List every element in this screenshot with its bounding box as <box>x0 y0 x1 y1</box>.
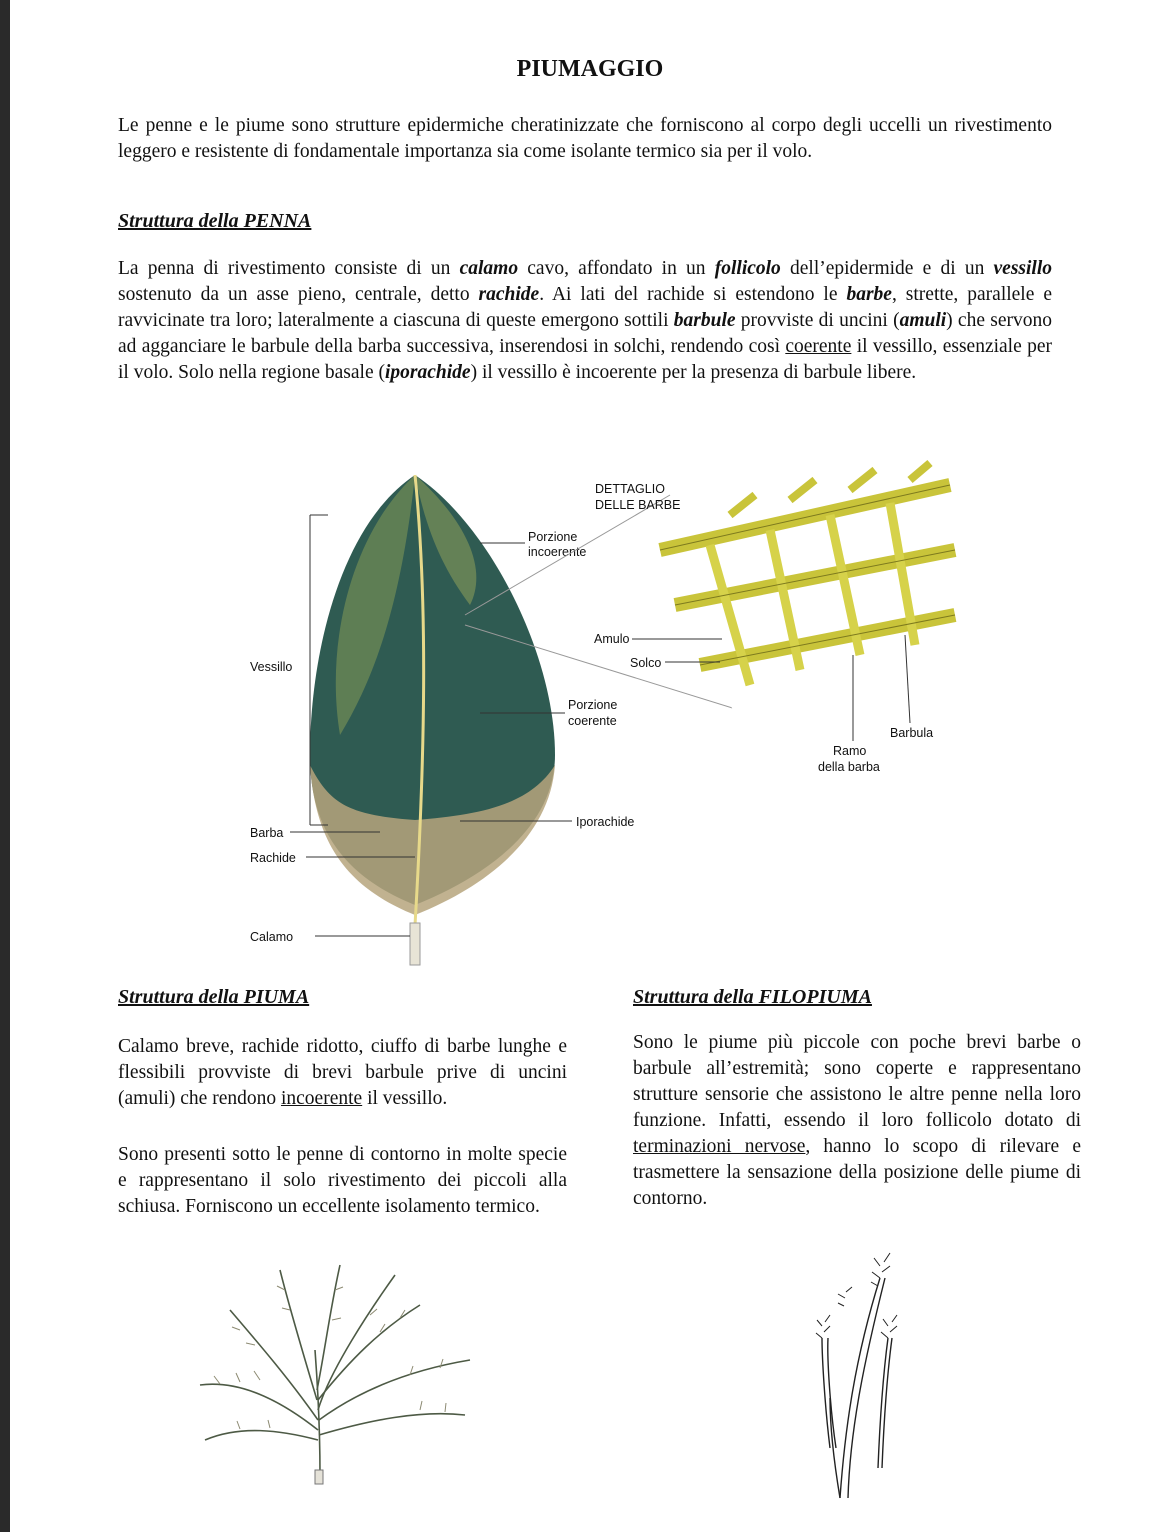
label-porzione-incoerente-2: incoerente <box>528 545 587 559</box>
intro-paragraph: Le penne e le piume sono strutture epidermiche cheratinizzate che forniscono al corpo degli uccelli un rivestimento leggero e resistente di fondamentale importanza sia come isolante termico sia per il volo. <box>118 115 1052 162</box>
down-feather-illustration <box>180 1250 490 1490</box>
piuma-paragraph: Calamo breve, rachide ridotto, ciuffo di barbe lunghe e flessibili provviste di brevi barbule prive di uncini (amuli) che rendono incoerente il vessillo. <box>118 1036 567 1109</box>
label-dettaglio-2: DELLE BARBE <box>595 498 681 512</box>
label-ramo-2: della barba <box>818 760 880 774</box>
penna-paragraph: La penna di rivestimento consiste di un calamo cavo, affondato in un follicolo dell’epidermide e di un vessillo sostenuto da un asse pieno, centrale, detto rachide. Ai lati del rachide si estendono le barbe, strette, parallele e ravvicinate tra loro; lateralmente a ciascuna di queste emergono sottili barbule provviste di uncini (amuli) che servono ad agganciare le barbule della barba successiva, inserendosi in solchi, rendendo così coerente il vessillo, essenziale per il volo. Solo nella regione basale (iporachide) il vessillo è incoerente per la presenza di barbule libere. <box>118 258 1053 383</box>
filopiuma-paragraph: Sono le piume più piccole con poche brevi barbe o barbule all’estremità; sono coperte e rappresentano strutture sensorie che assistono le altre penne nella loro funzione. Infatti, essendo il loro follicolo dotato di terminazioni nervose, hanno lo scopo di rilevare e trasmettere la sensazione della posizione delle piume di contorno. <box>633 1032 1081 1209</box>
label-barba: Barba <box>250 826 284 840</box>
label-porzione-coerente-1: Porzione <box>568 698 618 712</box>
feather-diagram <box>10 455 1170 975</box>
label-rachide: Rachide <box>250 851 296 865</box>
label-iporachide: Iporachide <box>576 815 635 829</box>
page-title: PIUMAGGIO <box>516 56 664 82</box>
barb-detail-illustration <box>650 463 955 725</box>
label-porzione-incoerente-1: Porzione <box>528 530 578 544</box>
label-barbula: Barbula <box>890 726 934 740</box>
piuma-heading: Struttura della PIUMA <box>118 986 310 1008</box>
label-amulo: Amulo <box>594 632 630 646</box>
label-dettaglio-1: DETTAGLIO <box>595 482 665 496</box>
label-calamo: Calamo <box>250 930 294 944</box>
document-page <box>10 0 1170 1532</box>
label-porzione-coerente-2: coerente <box>568 714 617 728</box>
penna-heading: Struttura della PENNA <box>118 210 312 232</box>
filoplume-illustration <box>800 1248 910 1508</box>
piuma-paragraph-2: Sono presenti sotto le penne di contorno in molte specie e rappresentano il solo rivestimento dei piccoli alla schiusa. Forniscono un eccellente isolamento termico. <box>118 1144 567 1217</box>
filopiuma-heading: Struttura della FILOPIUMA <box>633 986 872 1008</box>
label-solco: Solco <box>630 656 662 670</box>
feather-illustration <box>310 475 555 965</box>
label-ramo-1: Ramo <box>833 744 867 758</box>
label-vessillo: Vessillo <box>250 660 293 674</box>
